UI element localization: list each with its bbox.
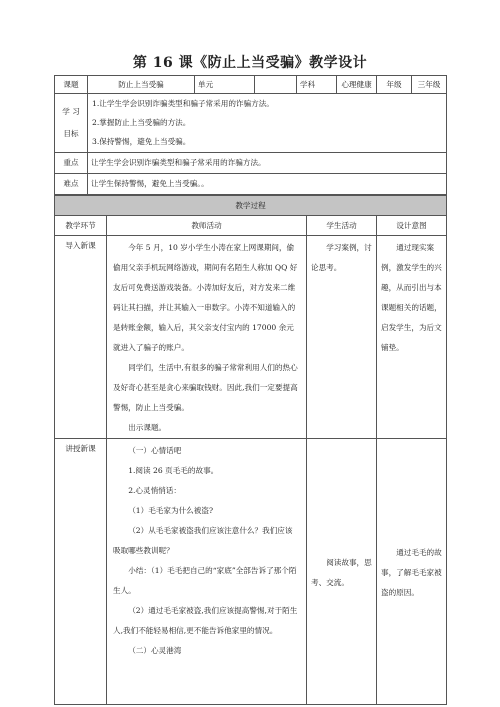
intro-paragraph: 出示课题。 (128, 423, 167, 432)
objective-item: 1.让学生学会识别诈骗类型和骗子常采用的诈骗方法。 (92, 99, 274, 108)
lesson-paragraph: 小结：（1）毛毛把自己的“家底”全部告诉了那个陌生人。 (113, 566, 297, 595)
intro-paragraph: 同学们，生活中,有很多的骗子常常利用人们的热心及好奇心甚至是贪心来骗取钱财。因此,我们一定要提高警惕，防止上当受骗。 (113, 363, 298, 412)
lesson-student-text: 阅读故事，思考、交流。 (311, 557, 372, 587)
lesson-teacher-activity (107, 439, 307, 705)
header-teacher: 教师活动 (107, 216, 307, 236)
lesson-paragraph: （一）心情话吧 (128, 446, 182, 455)
intro-teacher-activity (107, 236, 307, 439)
lesson-intent-text: 通过毛毛的故事，了解毛毛家被盗的原因。 (381, 547, 442, 597)
topic-row (55, 76, 447, 94)
header-intent: 设计意图 (377, 216, 447, 236)
unit-label: 单元 (195, 76, 255, 94)
objective-item: 3.保持警惕，避免上当受骗。 (92, 137, 191, 146)
subject-label: 学科 (297, 76, 337, 94)
objectives-label-line2: 目标 (63, 129, 79, 138)
header-student: 学生活动 (307, 216, 377, 236)
process-header-row (55, 216, 447, 236)
intro-intent-text: 通过现实案例，激发学生的兴趣，从而引出与本课题相关的话题，启发学生，为后文铺垫。 (381, 243, 442, 352)
topic-label: 课题 (55, 76, 88, 94)
objectives-cell (88, 94, 447, 153)
objectives-label-line1: 学 习 (62, 107, 80, 116)
unit-value (255, 76, 297, 94)
lesson-stage: 讲授新课 (55, 439, 107, 705)
grade-label: 年级 (377, 76, 412, 94)
intro-student-text: 学习案例，讨论思考。 (311, 243, 372, 272)
difficult-point-label: 难点 (55, 174, 88, 195)
intro-paragraph: 今年 5 月，10 岁小学生小涛在家上网课期间，偷偷用父亲手机玩网络游戏，期间有名陌生人称加 QQ 好友后可免费送游戏装备。小涛加好友后，对方发来二维码让其扫描，并让其输入一串数字。小涛不知道输入的是转账金额，输入后，其父亲支付宝内的 17000 余元就进入了骗子的账户。 (113, 243, 298, 352)
difficult-point-row (55, 174, 447, 195)
lesson-info-table (54, 75, 447, 195)
lesson-design-intent (377, 439, 447, 705)
intro-stage: 导入新课 (55, 236, 107, 439)
key-point-label: 重点 (55, 153, 88, 174)
intro-row (55, 236, 447, 439)
lesson-paragraph: （2）从毛毛家被盗我们应该注意什么？我们应该吸取哪些教训呢？ (113, 526, 293, 555)
objectives-row (55, 94, 447, 153)
lesson-paragraph: 1.阅读 26 页毛毛的故事。 (128, 466, 219, 475)
key-point-row (55, 153, 447, 174)
lesson-paragraph: （二）心灵港湾 (128, 646, 182, 655)
key-point-value: 让学生学会识别诈骗类型和骗子常采用的诈骗方法。 (88, 153, 447, 174)
lesson-paragraph: 2.心灵悄悄话： (128, 486, 181, 495)
lesson-row (55, 439, 447, 705)
header-stage: 教学环节 (55, 216, 107, 236)
intro-student-activity (307, 236, 377, 439)
lesson-student-activity (307, 439, 377, 705)
topic-value: 防止上当受骗 (88, 76, 195, 94)
process-section-title: 教学过程 (55, 196, 447, 216)
intro-design-intent (377, 236, 447, 439)
lesson-paragraph: （2）通过毛毛家被盗,我们应该提高警惕,对于陌生人,我们不能轻易相信,更不能告诉他家里的情况。 (113, 606, 298, 635)
objective-item: 2.掌握防止上当受骗的方法。 (92, 118, 191, 127)
process-section-row (55, 196, 447, 216)
difficult-point-value: 让学生保持警惕，避免上当受骗。。 (88, 174, 447, 195)
grade-value: 三年级 (412, 76, 447, 94)
subject-value: 心理健康 (337, 76, 377, 94)
teaching-process-table (54, 195, 447, 705)
objectives-label (55, 94, 88, 153)
lesson-paragraph: （1）毛毛家为什么被盗? (128, 506, 214, 515)
document-title: 第 16 课《防止上当受骗》教学设计 (132, 55, 368, 71)
